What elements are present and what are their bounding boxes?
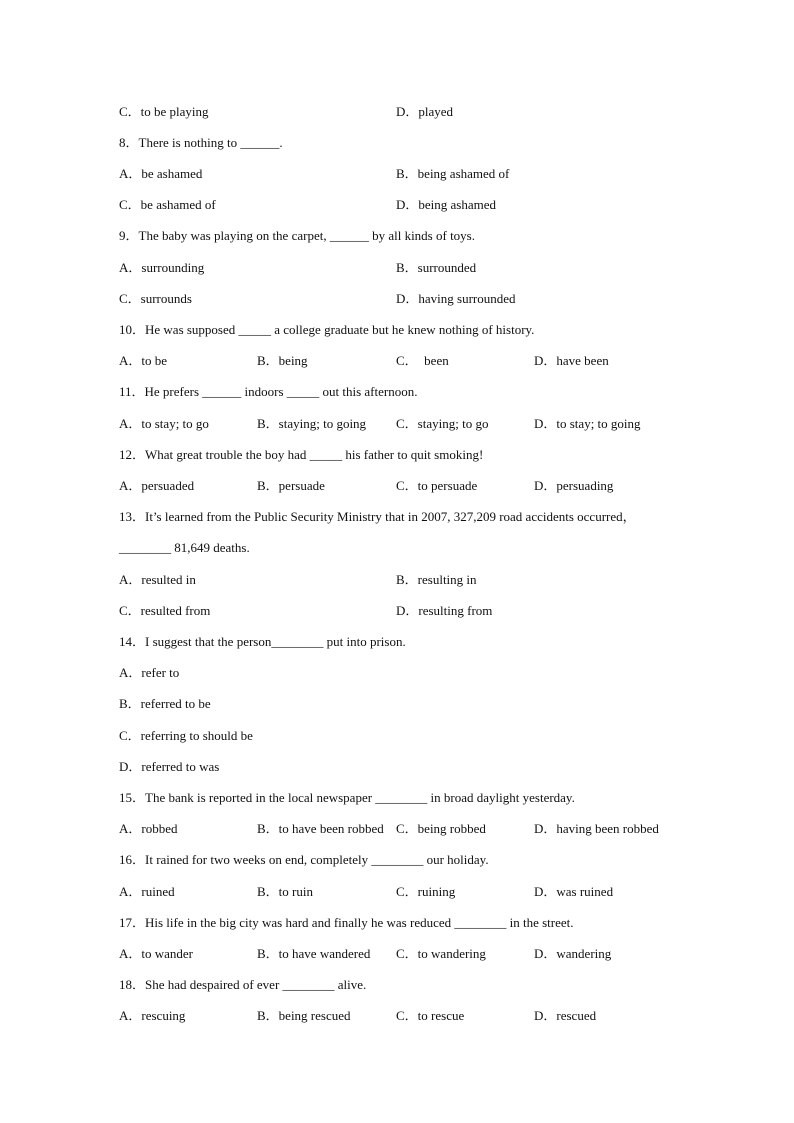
answer-option: C．ruining [396, 884, 456, 899]
answer-option: C．resulted from [119, 603, 211, 618]
answer-option: D．resulting from [396, 603, 493, 618]
answer-option: B．to have wandered [257, 946, 371, 961]
answer-option: D．persuading [534, 478, 614, 493]
answer-option: D．rescued [534, 1008, 597, 1023]
question-text: 17．His life in the big city was hard and finally he was reduced ________ in the street. [119, 915, 574, 930]
answer-option: C．to persuade [396, 478, 478, 493]
answer-option: C．staying; to go [396, 416, 489, 431]
answer-option: B．staying; to going [257, 416, 367, 431]
answer-option: A．robbed [119, 821, 178, 836]
answer-option: C．be ashamed of [119, 197, 216, 212]
answer-option: B．being ashamed of [396, 166, 510, 181]
question-text: 18．She had despaired of ever ________ alive. [119, 977, 367, 992]
question-text: A．refer to [119, 665, 180, 680]
answer-option: A．surrounding [119, 260, 205, 275]
answer-option: D．played [396, 104, 454, 119]
question-text: ________ 81,649 deaths. [119, 540, 250, 555]
answer-option: D．having surrounded [396, 291, 516, 306]
question-text: 11．He prefers ______ indoors _____ out this afternoon. [119, 384, 418, 399]
question-text: 12．What great trouble the boy had _____ his father to quit smoking! [119, 447, 484, 462]
question-text: 10．He was supposed _____ a college graduate but he knew nothing of history. [119, 322, 535, 337]
answer-option: A．resulted in [119, 572, 196, 587]
question-text: 14．I suggest that the person________ put into prison. [119, 634, 406, 649]
answer-option: D．was ruined [534, 884, 614, 899]
question-text: 8．There is nothing to ______. [119, 135, 283, 150]
question-text: 9．The baby was playing on the carpet, ______ by all kinds of toys. [119, 228, 475, 243]
answer-option: A．be ashamed [119, 166, 203, 181]
answer-option: B．resulting in [396, 572, 477, 587]
answer-option: B．surrounded [396, 260, 477, 275]
answer-option: B．to have been robbed [257, 821, 384, 836]
answer-option: A．ruined [119, 884, 175, 899]
answer-option: A．rescuing [119, 1008, 186, 1023]
answer-option: A．to be [119, 353, 168, 368]
answer-option: C． been [396, 353, 449, 368]
question-text: 15．The bank is reported in the local newspaper ________ in broad daylight yesterday. [119, 790, 575, 805]
answer-option: C．being robbed [396, 821, 486, 836]
answer-option: C．surrounds [119, 291, 192, 306]
answer-option: B．to ruin [257, 884, 313, 899]
question-text: B．referred to be [119, 696, 211, 711]
answer-option: A．to stay; to go [119, 416, 209, 431]
answer-option: A．to wander [119, 946, 194, 961]
answer-option: D．wandering [534, 946, 612, 961]
answer-option: D．having been robbed [534, 821, 659, 836]
question-text: 13．It’s learned from the Public Security Ministry that in 2007, 327,209 road accidents occurred， [119, 509, 636, 524]
answer-option: C．to be playing [119, 104, 209, 119]
question-text: D．referred to was [119, 759, 220, 774]
question-text: C．referring to should be [119, 728, 253, 743]
answer-option: B．being rescued [257, 1008, 351, 1023]
answer-option: D．to stay; to going [534, 416, 641, 431]
answer-option: D．being ashamed [396, 197, 497, 212]
answer-option: C．to wandering [396, 946, 486, 961]
answer-option: A．persuaded [119, 478, 195, 493]
answer-option: D．have been [534, 353, 609, 368]
question-text: 16．It rained for two weeks on end, completely ________ our holiday. [119, 852, 489, 867]
answer-option: B．persuade [257, 478, 325, 493]
answer-option: B．being [257, 353, 308, 368]
answer-option: C．to rescue [396, 1008, 465, 1023]
